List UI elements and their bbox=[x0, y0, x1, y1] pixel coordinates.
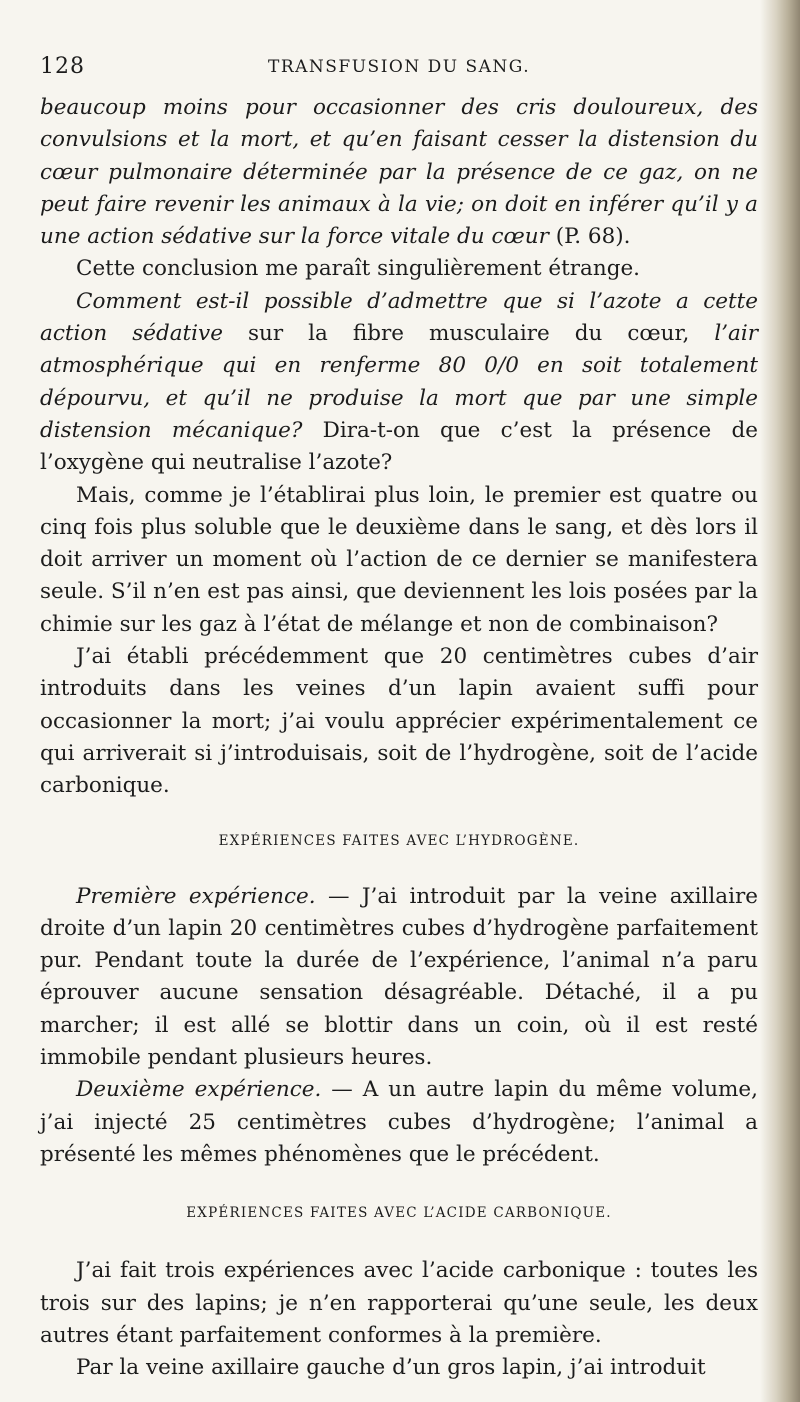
experiment-text: — A un autre lapin du même volume, j’ai injecté 25 centimètres cubes d’hydrogène; l’animal a présenté les mêmes phénomènes que le précédent. bbox=[40, 1077, 758, 1167]
italic-span: l’air atmosphérique qui en renferme 80 0/0 en soit totalement dépourvu, et qu’il ne produise la mort que par une simple distension mécanique? bbox=[40, 321, 758, 443]
section-heading-hydrogen: EXPÉRIENCES FAITES AVEC L’HYDROGÈNE. bbox=[218, 832, 580, 849]
running-title: TRANSFUSION DU SANG. bbox=[268, 57, 531, 77]
paragraph-solubility: Mais, comme je l’établirai plus loin, le premier est quatre ou cinq fois plus soluble que le deuxième dans le sang, et dès lors il doit arriver un moment où l’action de ce dernier se manifestera seule. S’il n’en est pas ainsi, que deviennent les lois posées par la chimie sur les gaz à l’état de mélange et non de combinaison? bbox=[40, 482, 758, 637]
page-edge-shadow bbox=[760, 0, 800, 1402]
roman-span: Dira-t-on que c’est la présence de l’oxygène qui neutralise l’azote? bbox=[40, 417, 758, 476]
paragraph-axillary-vein: Par la veine axillaire gauche d’un gros lapin, j’ai introduit bbox=[76, 1355, 706, 1381]
page-number: 128 bbox=[40, 54, 85, 79]
paragraph-first-experiment bbox=[40, 881, 758, 1075]
text-block bbox=[40, 92, 758, 1384]
paragraph-continued bbox=[40, 92, 758, 253]
paragraph-second-experiment bbox=[40, 1074, 758, 1171]
experiment-label: Deuxième expérience. bbox=[76, 1077, 322, 1103]
roman-span: sur la fibre musculaire du cœur, bbox=[222, 321, 715, 347]
page-reference: (P. 68). bbox=[548, 224, 631, 250]
paragraph-conclusion: Cette conclusion me paraît singulièrement étrange. bbox=[76, 256, 641, 282]
experiment-text: — J’ai introduit par la veine axillaire droite d’un lapin 20 centimètres cubes d’hydrogène parfaitement pur. Pendant toute la durée de l’expérience, l’animal n’a paru éprouver aucune sensation désagréable. Détaché, il a pu marcher; il est allé se blottir dans un coin, où il est resté immobile pendant plusieurs heures. bbox=[40, 883, 758, 1071]
paragraph-three-experiments: J’ai fait trois expériences avec l’acide carbonique : toutes les trois sur des lapins; je n’en rapporterai qu’une seule, les deux autres étant parfaitement conformes à la première. bbox=[40, 1258, 758, 1348]
experiment-label: Première expérience. bbox=[76, 883, 316, 909]
paragraph-previous-result: J’ai établi précédemment que 20 centimètres cubes d’air introduits dans les veines d’un lapin avaient suffi pour occasionner la mort; j’ai voulu apprécier expérimentalement ce qui arriverait si j’introduisais, soit de l’hydrogène, soit de l’acide carbonique. bbox=[40, 644, 758, 799]
italic-quote: beaucoup moins pour occasionner des cris douloureux, des convulsions et la mort, et qu’en faisant cesser la distension du cœur pulmonaire déterminée par la présence de ce gaz, on ne peut faire revenir les animaux à la vie; on doit en inférer qu’il y a une action sédative sur la force vitale du cœur bbox=[40, 95, 758, 250]
paragraph-question bbox=[40, 286, 758, 480]
italic-span: Comment est-il possible d’admettre que si l’azote a cette action sédative bbox=[40, 288, 758, 347]
running-head bbox=[40, 54, 760, 84]
section-heading-carbonic-acid: EXPÉRIENCES FAITES AVEC L’ACIDE CARBONIQUE. bbox=[186, 1205, 612, 1222]
